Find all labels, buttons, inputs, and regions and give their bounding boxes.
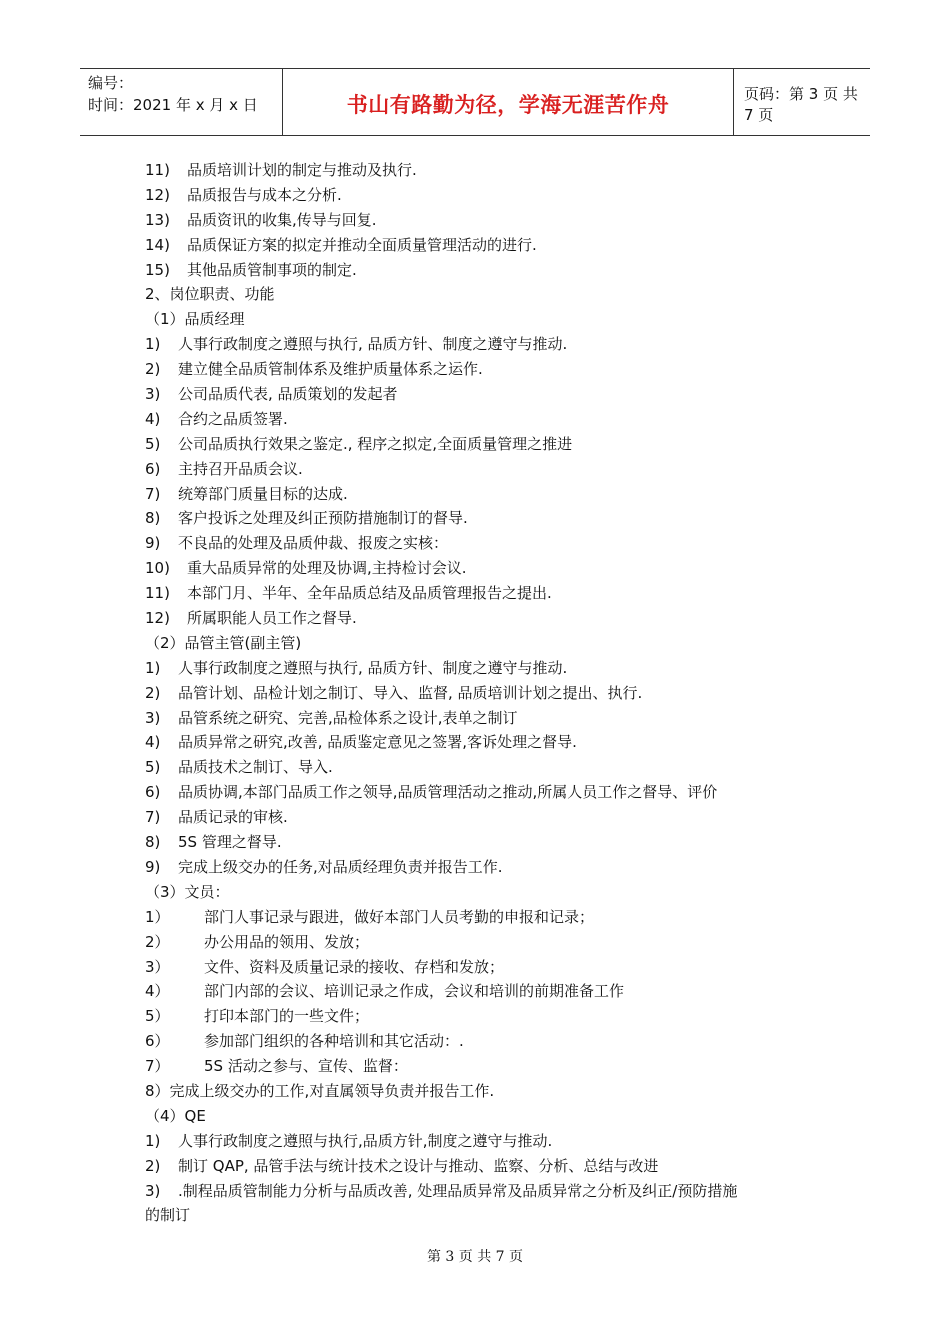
list-item <box>145 855 825 880</box>
list-item-text: 打印本部门的一些文件； <box>204 1007 370 1026</box>
document-number-label: 编号： <box>88 74 134 92</box>
list-item <box>145 830 825 855</box>
list-item <box>145 407 825 432</box>
list-item-number: 14) <box>145 235 170 254</box>
list-item-number: 2) <box>145 360 161 379</box>
list-item-number: 3） <box>145 957 170 976</box>
header-meta <box>80 69 282 135</box>
list-item-number: 2) <box>145 1156 161 1175</box>
list-item-text: 不良品的处理及品质仲裁、报废之实核： <box>178 534 449 553</box>
list-item <box>145 233 825 258</box>
list-item-text: 品质培训计划的制定与推动及执行. <box>187 161 417 179</box>
list-item-text: 部门内部的会议、培训记录之作成，会议和培训的前期准备工作 <box>204 982 625 1001</box>
list-item-number: 5) <box>145 434 161 453</box>
section-heading <box>145 307 825 332</box>
list-item-number: 1) <box>145 1131 161 1150</box>
list-item <box>145 382 825 407</box>
list-item <box>145 183 825 208</box>
section-heading <box>145 1079 825 1104</box>
list-item-text: 人事行政制度之遵照与执行,品质方针,制度之遵守与推动. <box>178 1131 553 1150</box>
list-item-text: 5S 活动之参与、宣传、监督： <box>204 1057 408 1076</box>
list-item <box>145 457 825 482</box>
list-item <box>145 531 825 556</box>
list-item <box>145 432 825 457</box>
list-item-text: 公司品质代表, 品质策划的发起者 <box>178 385 398 404</box>
list-item-number: 2） <box>145 932 170 951</box>
list-item-text: 公司品质执行效果之鉴定., 程序之拟定,全面质量管理之推进 <box>178 434 573 453</box>
list-item <box>145 979 825 1004</box>
list-item-text: 2、岗位职责、功能 <box>145 285 275 304</box>
list-item-number: 13) <box>145 210 170 229</box>
list-item-number: 3) <box>145 1181 161 1200</box>
document-date-label: 时间：2021 年 x 月 x 日 <box>88 96 258 114</box>
list-item <box>145 1054 825 1079</box>
list-item <box>145 656 825 681</box>
list-item-number: 5） <box>145 1007 170 1026</box>
list-item-text: 制订 QAP, 品管手法与统计技术之设计与推动、监察、分析、总结与改进 <box>178 1156 659 1175</box>
list-item <box>145 1154 825 1179</box>
list-item-number: 1) <box>145 335 161 354</box>
list-item-text: 品质技术之制订、导入. <box>178 758 333 777</box>
list-item-number: 11) <box>145 584 170 603</box>
list-item <box>145 1004 825 1029</box>
list-item <box>145 482 825 507</box>
list-item-number: 1） <box>145 907 170 926</box>
list-item-number: 1) <box>145 658 161 677</box>
header-page-number: 页码：第 3 页 共 7 页 <box>744 85 858 124</box>
list-item-number: 3) <box>145 385 161 404</box>
list-item-text: 其他品质管制事项的制定. <box>187 260 357 279</box>
list-item-number: 10) <box>145 559 170 578</box>
list-item-text: （4）QE <box>145 1106 206 1125</box>
section-heading <box>145 880 825 905</box>
list-item-text: 人事行政制度之遵照与执行, 品质方针、制度之遵守与推动. <box>178 658 568 677</box>
list-item-number: 12) <box>145 609 170 628</box>
section-heading <box>145 631 825 656</box>
list-item <box>145 506 825 531</box>
list-item-number: 8) <box>145 833 161 852</box>
list-item-text: 品质记录的审核. <box>178 808 288 827</box>
list-item-text: 人事行政制度之遵照与执行, 品质方针、制度之遵守与推动. <box>178 335 568 354</box>
list-item-text: 完成上级交办的任务,对品质经理负责并报告工作. <box>178 857 503 876</box>
list-item <box>145 930 825 955</box>
list-item-text: 品质保证方案的拟定并推动全面质量管理活动的进行. <box>187 235 537 254</box>
list-item <box>145 780 825 805</box>
list-item-number: 7) <box>145 484 161 503</box>
list-item-text: 品管计划、品检计划之制订、导入、监督, 品质培训计划之提出、执行. <box>178 683 643 702</box>
list-item-text: 合约之品质签署. <box>178 409 288 428</box>
list-item-number: 7) <box>145 808 161 827</box>
list-item <box>145 581 825 606</box>
page-header <box>80 68 870 136</box>
list-item-text: 主持召开品质会议. <box>178 459 303 478</box>
list-item-number: 7） <box>145 1057 170 1076</box>
list-item-number: 12) <box>145 185 170 204</box>
list-item <box>145 258 825 283</box>
list-item-number: 8) <box>145 509 161 528</box>
list-item-text: （2）品管主管(副主管) <box>145 633 302 652</box>
list-item-number: 9) <box>145 857 161 876</box>
list-item-text: 8）完成上级交办的工作,对直属领导负责并报告工作. <box>145 1081 495 1100</box>
list-item-number: 3) <box>145 708 161 727</box>
list-item <box>145 556 825 581</box>
section-heading <box>145 1104 825 1129</box>
list-item-text: .制程品质管制能力分析与品质改善, 处理品质异常及品质异常之分析及纠正/预防措施 <box>178 1181 738 1200</box>
list-item-text: 重大品质异常的处理及协调,主持检讨会议. <box>187 559 467 578</box>
list-item-text: （1）品质经理 <box>145 310 245 329</box>
list-item <box>145 681 825 706</box>
document-body <box>145 158 825 1228</box>
list-item <box>145 755 825 780</box>
list-item-number: 6) <box>145 459 161 478</box>
list-item-text: 本部门月、半年、全年品质总结及品质管理报告之提出. <box>187 584 552 603</box>
list-item-text: 品质异常之研究,改善, 品质鉴定意见之签署,客诉处理之督导. <box>178 733 577 752</box>
section-heading <box>145 282 825 307</box>
list-item-text: 品质协调,本部门品质工作之领导,品质管理活动之推动,所属人员工作之督导、评价 <box>178 783 718 802</box>
list-item-text: 建立健全品质管制体系及维护质量体系之运作. <box>178 360 483 379</box>
list-item <box>145 357 825 382</box>
list-item-text: 统筹部门质量目标的达成. <box>178 484 348 503</box>
list-item-text: 文件、资料及质量记录的接收、存档和发放； <box>204 957 505 976</box>
list-item-text: 5S 管理之督导. <box>178 833 282 852</box>
list-item-number: 11) <box>145 161 170 179</box>
list-item <box>145 158 825 183</box>
list-item <box>145 905 825 930</box>
page-footer: 第 3 页 共 7 页 <box>426 1249 524 1265</box>
list-item-number: 6） <box>145 1032 170 1051</box>
list-item <box>145 208 825 233</box>
list-item <box>145 730 825 755</box>
list-item-number: 6) <box>145 783 161 802</box>
list-item <box>145 1029 825 1054</box>
list-item-number: 9) <box>145 534 161 553</box>
list-item <box>145 805 825 830</box>
header-motto: 书山有路勤为径，学海无涯苦作舟 <box>282 69 734 135</box>
list-item-number: 2) <box>145 683 161 702</box>
list-item <box>145 332 825 357</box>
list-item <box>145 1179 825 1204</box>
list-item-text: （3）文员： <box>145 882 230 901</box>
list-item-text: 品管系统之研究、完善,品检体系之设计,表单之制订 <box>178 708 518 727</box>
list-item <box>145 1129 825 1154</box>
list-item-text: 客户投诉之处理及纠正预防措施制订的督导. <box>178 509 468 528</box>
list-item-text: 品质资讯的收集,传导与回复. <box>187 210 377 229</box>
list-item-number: 4) <box>145 733 161 752</box>
list-item-number: 4) <box>145 409 161 428</box>
list-item-text: 品质报告与成本之分析. <box>187 185 342 204</box>
list-item <box>145 606 825 631</box>
list-item-number: 4） <box>145 982 170 1001</box>
list-item-text: 部门人事记录与跟进，做好本部门人员考勤的申报和记录； <box>204 907 595 926</box>
list-item-number: 5) <box>145 758 161 777</box>
list-item-text: 参加部门组织的各种培训和其它活动：. <box>204 1032 464 1051</box>
list-item-text: 办公用品的领用、发放； <box>204 932 370 951</box>
list-item-number: 15) <box>145 260 170 279</box>
list-item <box>145 955 825 980</box>
list-item-text: 所属职能人员工作之督导. <box>187 609 357 628</box>
list-item-continuation: 的制订 <box>145 1206 191 1225</box>
list-item <box>145 706 825 731</box>
